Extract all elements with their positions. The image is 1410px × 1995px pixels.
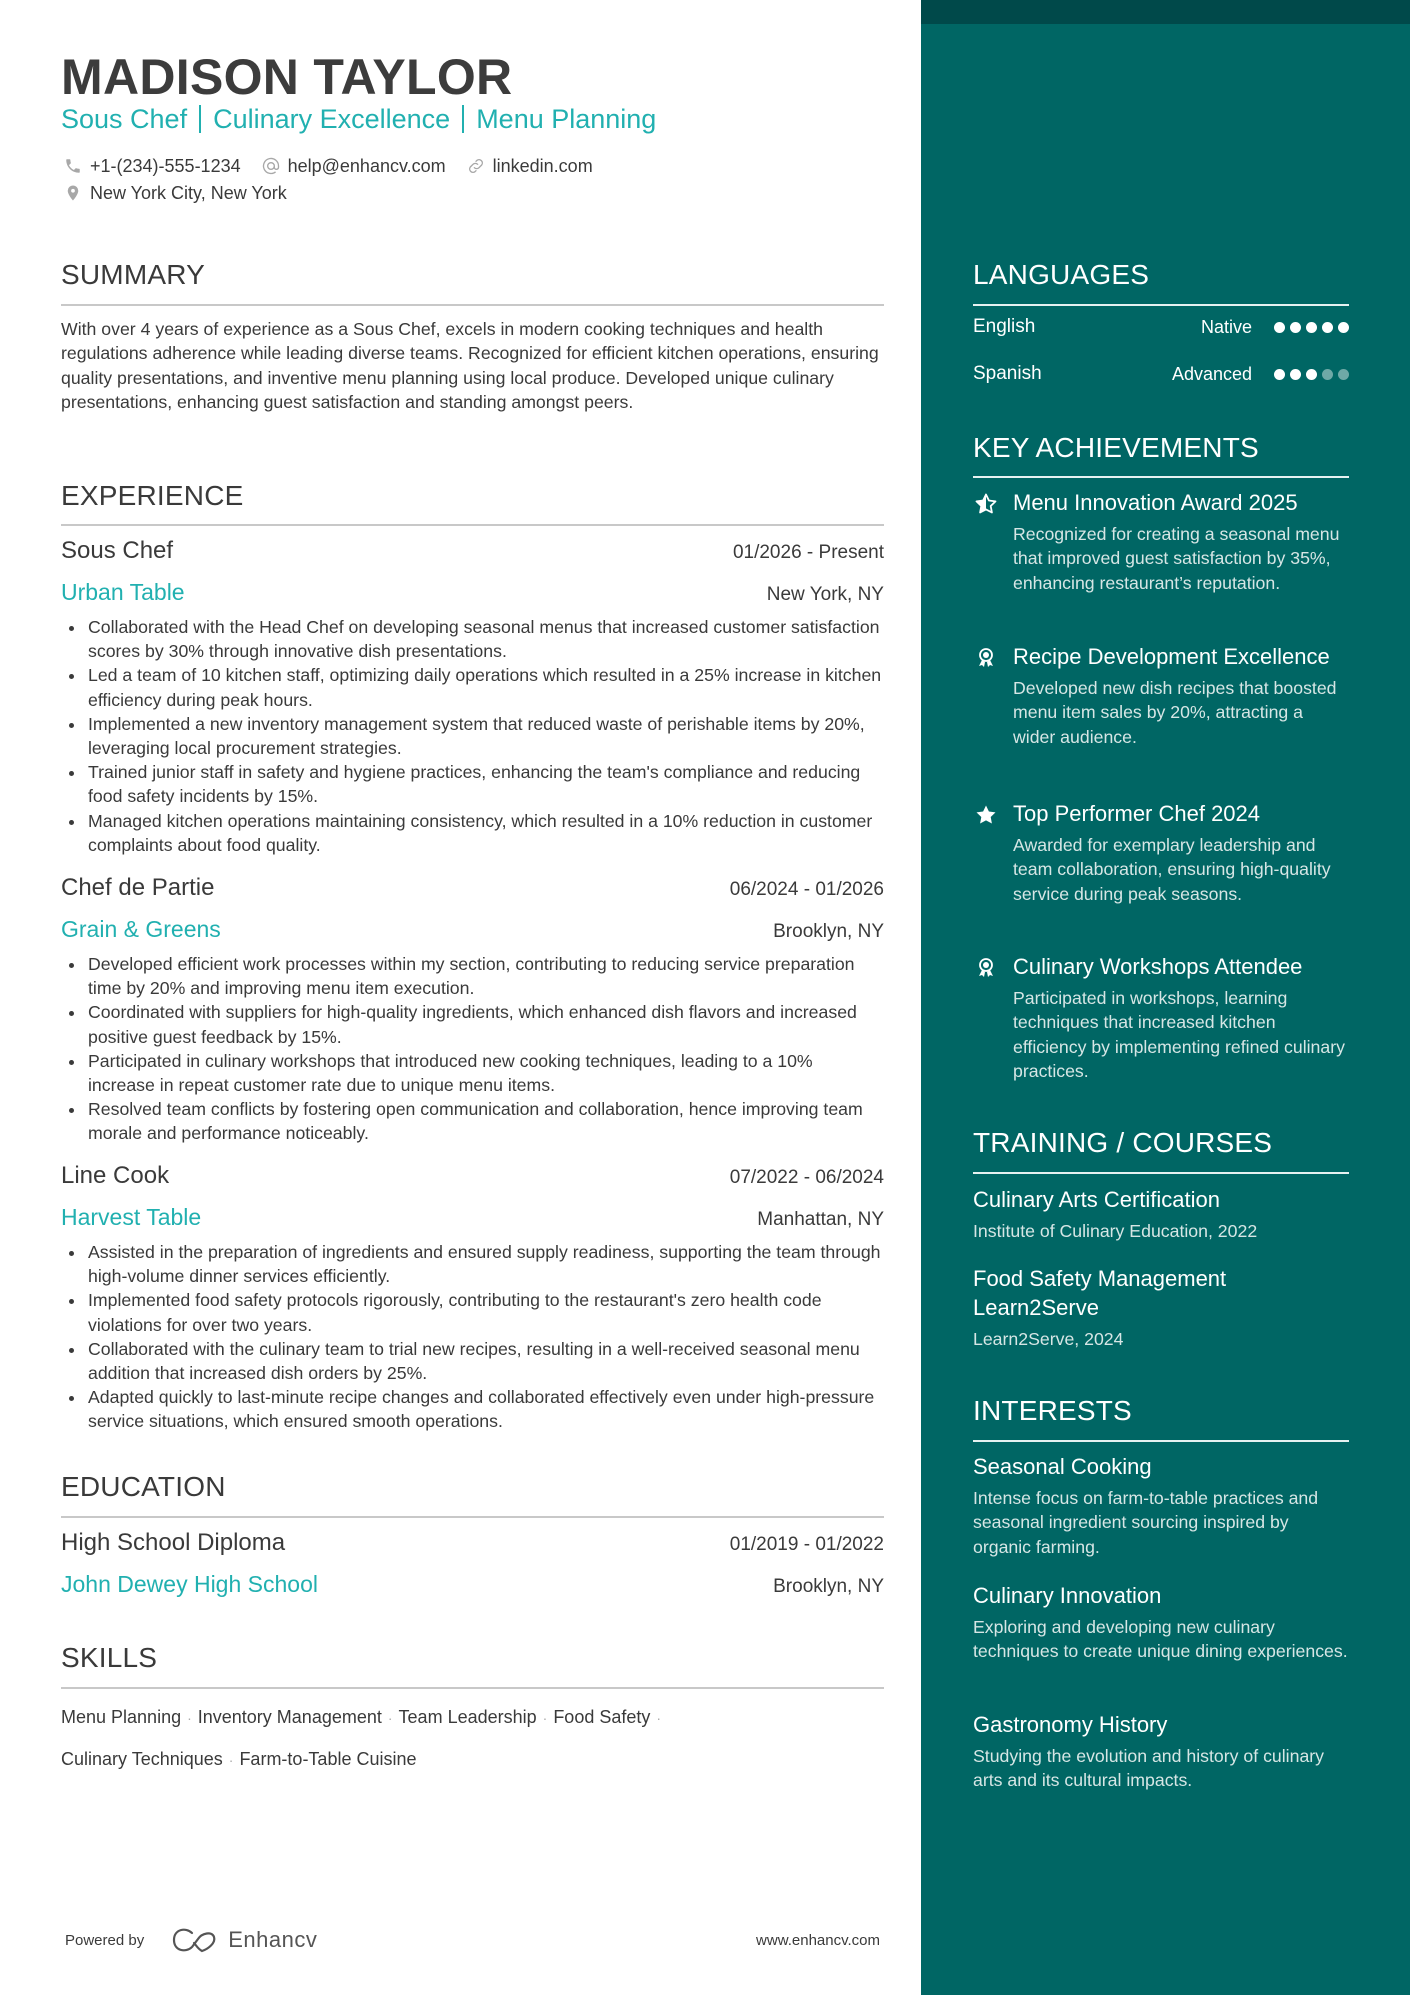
skill-separator: · <box>187 1710 192 1726</box>
section-divider <box>973 1172 1349 1174</box>
bullet-item: Developed efficient work processes within my section, contributing to reducing service preparation time by 20% and improving menu item execution. <box>61 952 884 1000</box>
interest-title: Seasonal Cooking <box>973 1454 1152 1479</box>
experience-entry <box>61 873 884 1146</box>
job-location: Manhattan, NY <box>757 1209 884 1230</box>
company-name: Urban Table <box>61 579 185 605</box>
sidebar <box>921 0 1410 1995</box>
proficiency-dots <box>1274 322 1349 333</box>
dot-filled <box>1306 369 1317 380</box>
job-location: Brooklyn, NY <box>773 921 884 942</box>
job-dates: 06/2024 - 01/2026 <box>729 879 884 900</box>
skill-item: Inventory Management <box>197 1707 382 1727</box>
interest-title: Gastronomy History <box>973 1712 1168 1737</box>
achievement-title: Culinary Workshops Attendee <box>1013 954 1303 979</box>
star-icon <box>973 802 999 828</box>
dot-filled <box>1322 322 1333 333</box>
bullet-item: Participated in culinary workshops that introduced new cooking techniques, leading to a 10% increase in repeat customer rate due to unique menu items. <box>61 1049 884 1097</box>
skill-separator: · <box>228 1752 234 1768</box>
email-text: help@enhancv.com <box>287 155 446 176</box>
company-name: Grain & Greens <box>61 916 221 942</box>
achievement-title: Top Performer Chef 2024 <box>1013 801 1261 826</box>
section-divider <box>61 1687 884 1689</box>
company-name: Harvest Table <box>61 1204 202 1230</box>
job-title: Chef de Partie <box>61 874 215 901</box>
job-title: Line Cook <box>61 1162 170 1189</box>
section-divider <box>61 304 884 306</box>
sidebar-top-band <box>921 0 1410 24</box>
contact-info <box>63 152 613 206</box>
phone-icon <box>63 156 83 176</box>
candidate-name: MADISON TAYLOR <box>61 49 513 105</box>
interest-item <box>973 1452 1349 1559</box>
bullet-item: Assisted in the preparation of ingredients and ensured supply readiness, supporting the team through high-volume dinner services efficiently. <box>61 1240 884 1288</box>
section-heading-languages: LANGUAGES <box>973 259 1150 290</box>
language-level: Native <box>1200 316 1252 337</box>
bullet-item: Managed kitchen operations maintaining consistency, which resulted in a 10% reduction in customer complaints about food quality. <box>61 809 884 857</box>
dot-empty <box>1338 369 1349 380</box>
education-entry <box>61 1528 884 1602</box>
achievement-description: Awarded for exemplary leadership and team collaboration, ensuring high-quality service during peak seasons. <box>1013 835 1331 904</box>
section-heading-achievements: KEY ACHIEVEMENTS <box>973 432 1259 463</box>
award-medal-icon <box>973 955 999 981</box>
achievement-item <box>973 799 1349 906</box>
course-subtitle: Institute of Culinary Education, 2022 <box>973 1221 1258 1241</box>
bullet-item: Collaborated with the culinary team to trial new recipes, resulting in a well-received seasonal menu addition that increased dish orders by 25%. <box>61 1337 884 1385</box>
bullet-item: Trained junior staff in safety and hygiene practices, enhancing the team's compliance and reducing food safety incidents by 15%. <box>61 760 884 808</box>
skills-list <box>61 1697 884 1781</box>
education-location: Brooklyn, NY <box>773 1576 884 1597</box>
bullet-item: Implemented food safety protocols rigorously, contributing to the restaurant's zero health code violations for over two years. <box>61 1288 884 1336</box>
dot-filled <box>1290 369 1301 380</box>
achievement-description: Developed new dish recipes that boosted menu item sales by 20%, attracting a wider audience. <box>1013 678 1337 747</box>
achievement-description: Recognized for creating a seasonal menu that improved guest satisfaction by 35%, enhancing restaurant’s reputation. <box>1013 524 1340 593</box>
job-dates: 01/2026 - Present <box>732 542 884 563</box>
course-item <box>973 1185 1349 1243</box>
language-level: Advanced <box>1171 363 1252 384</box>
headline-part: Culinary Excellence <box>213 104 451 134</box>
bullet-item: Collaborated with the Head Chef on developing seasonal menus that increased customer satisfaction scores by 30% through innovative dish presentations. <box>61 615 884 663</box>
experience-entry <box>61 536 884 857</box>
dot-filled <box>1290 322 1301 333</box>
link-icon <box>466 156 486 176</box>
language-name: Spanish <box>973 363 1042 384</box>
skill-item: Menu Planning <box>61 1707 182 1727</box>
course-item <box>973 1264 1349 1351</box>
language-name: English <box>973 316 1036 337</box>
section-divider <box>973 476 1349 478</box>
location-pin-icon <box>63 183 83 203</box>
job-location: New York, NY <box>766 584 884 605</box>
interest-description: Exploring and developing new culinary techniques to create unique dining experiences. <box>973 1617 1348 1662</box>
section-divider <box>61 1516 884 1518</box>
interest-item <box>973 1710 1349 1793</box>
achievement-item <box>973 642 1349 749</box>
brand-logo[interactable] <box>172 1927 317 1953</box>
headline <box>61 102 656 136</box>
footer <box>65 1927 880 1953</box>
contact-location <box>63 180 287 206</box>
headline-separator <box>462 105 464 133</box>
section-divider <box>61 524 884 526</box>
phone-text: +1-(234)-555-1234 <box>90 155 241 176</box>
dot-filled <box>1274 369 1285 380</box>
degree-title: High School Diploma <box>61 1529 286 1556</box>
dot-filled <box>1274 322 1285 333</box>
skill-item: Team Leadership <box>398 1707 537 1727</box>
interest-description: Studying the evolution and history of culinary arts and its cultural impacts. <box>973 1746 1325 1791</box>
skill-separator: · <box>542 1710 548 1726</box>
bullet-item: Implemented a new inventory management system that reduced waste of perishable items by 20%, leveraging local procurement strategies. <box>61 712 884 760</box>
headline-separator <box>199 105 201 133</box>
summary-text: With over 4 years of experience as a Sous Chef, excels in modern cooking techniques and health regulations adherence while leading diverse teams. Recognized for efficient kitchen operations, ensuring quality presentations, and inventive menu planning using local produce. Developed unique culinary presentations, enhancing guest satisfaction and standing amongst peers. <box>61 319 879 412</box>
skill-item: Farm-to-Table Cuisine <box>239 1749 417 1769</box>
job-title: Sous Chef <box>61 537 174 564</box>
website-link[interactable]: www.enhancv.com <box>756 1931 880 1949</box>
section-heading-experience: EXPERIENCE <box>61 480 244 511</box>
skill-separator: · <box>387 1710 393 1726</box>
achievement-item <box>973 488 1349 595</box>
bullet-item: Coordinated with suppliers for high-quality ingredients, which enhanced dish flavors and increased positive guest feedback by 15%. <box>61 1000 884 1048</box>
headline-part: Menu Planning <box>476 104 657 134</box>
bullet-item: Led a team of 10 kitchen staff, optimizing daily operations which resulted in a 25% increase in kitchen efficiency during peak hours. <box>61 663 884 711</box>
job-bullets <box>61 952 884 1146</box>
contact-email[interactable] <box>261 153 446 179</box>
education-dates: 01/2019 - 01/2022 <box>729 1534 884 1555</box>
bullet-item: Resolved team conflicts by fostering open communication and collaboration, hence improving team morale and performance noticeably. <box>61 1097 884 1145</box>
section-heading-interests: INTERESTS <box>973 1395 1132 1426</box>
proficiency-dots <box>1274 369 1349 380</box>
powered-by-label: Powered by <box>65 1931 145 1949</box>
experience-entry <box>61 1161 884 1434</box>
contact-link[interactable] <box>466 153 593 179</box>
language-item <box>973 316 1349 338</box>
achievement-item <box>973 952 1349 1083</box>
award-medal-icon <box>973 645 999 671</box>
skill-item: Food Safety <box>553 1707 651 1727</box>
skill-item: Culinary Techniques <box>61 1749 223 1769</box>
star-half-icon <box>973 491 999 517</box>
language-item <box>973 363 1349 385</box>
course-title: Food Safety Management Learn2Serve <box>973 1266 1227 1320</box>
section-heading-education: EDUCATION <box>61 1471 226 1502</box>
contact-phone[interactable] <box>63 153 241 179</box>
school-name: John Dewey High School <box>61 1571 318 1597</box>
interest-item <box>973 1581 1349 1664</box>
achievement-title: Recipe Development Excellence <box>1013 644 1330 669</box>
section-heading-summary: SUMMARY <box>61 259 206 290</box>
achievement-description: Participated in workshops, learning techniques that increased kitchen efficiency by implementing refined culinary practices. <box>1013 988 1345 1081</box>
interest-title: Culinary Innovation <box>973 1583 1162 1608</box>
enhancv-logo-icon <box>172 1927 218 1953</box>
course-title: Culinary Arts Certification <box>973 1187 1220 1212</box>
dot-filled <box>1338 322 1349 333</box>
location-text: New York City, New York <box>90 182 287 203</box>
dot-empty <box>1322 369 1333 380</box>
interest-description: Intense focus on farm-to-table practices and seasonal ingredient sourcing inspired by organic farming. <box>973 1488 1319 1557</box>
job-bullets <box>61 615 884 857</box>
headline-part: Sous Chef <box>61 104 188 134</box>
achievement-title: Menu Innovation Award 2025 <box>1013 490 1298 515</box>
job-bullets <box>61 1240 884 1434</box>
brand-name: Enhancv <box>228 1927 318 1952</box>
section-heading-skills: SKILLS <box>61 1642 158 1673</box>
link-text: linkedin.com <box>492 155 593 176</box>
dot-filled <box>1306 322 1317 333</box>
job-dates: 07/2022 - 06/2024 <box>729 1167 884 1188</box>
section-heading-training: TRAINING / COURSES <box>973 1127 1273 1158</box>
bullet-item: Adapted quickly to last-minute recipe changes and collaborated effectively even under high-pressure service situations, which ensured smooth operations. <box>61 1385 884 1433</box>
at-icon <box>261 156 281 176</box>
course-subtitle: Learn2Serve, 2024 <box>973 1329 1124 1349</box>
section-divider <box>973 304 1349 306</box>
section-divider <box>973 1440 1349 1442</box>
skill-separator: · <box>656 1710 662 1726</box>
